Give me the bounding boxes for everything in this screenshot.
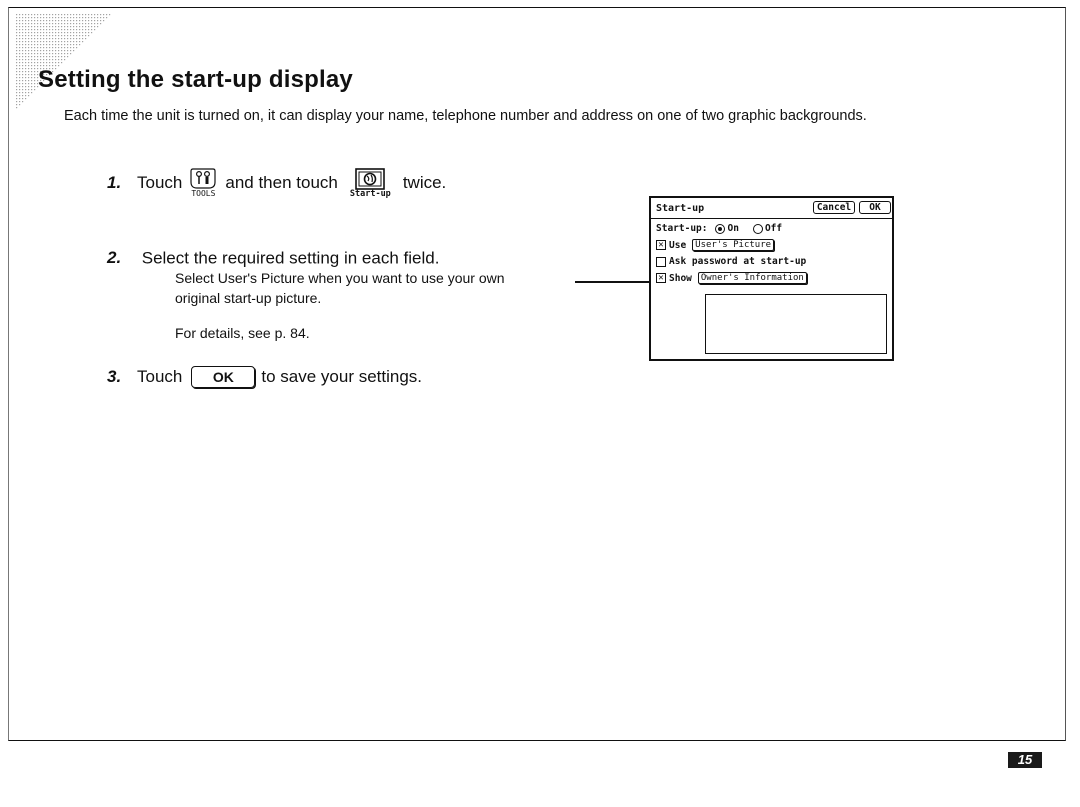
step-2-note: Select User's Picture when you want to use your own <box>175 270 505 286</box>
step-text: Select the required setting in each field. <box>141 248 440 268</box>
owner-info-area[interactable] <box>705 294 887 354</box>
use-row <box>656 239 774 251</box>
show-row <box>656 272 807 284</box>
use-picture-select[interactable]: User's Picture <box>692 239 774 251</box>
off-label: Off <box>764 223 783 234</box>
intro-text: Each time the unit is turned on, it can display your name, telephone number and address on one of two graphic backgrounds. <box>64 108 867 124</box>
corner-decoration <box>16 14 112 110</box>
show-info-select[interactable]: Owner's Information <box>698 272 807 284</box>
page-title: Setting the start-up display <box>38 66 353 93</box>
dialog-header <box>651 198 892 219</box>
step-number: 3. <box>107 367 122 386</box>
step-3 <box>107 366 422 388</box>
dialog-ok-button[interactable]: OK <box>859 201 891 214</box>
dialog-title: Start-up <box>656 203 705 214</box>
tools-icon[interactable] <box>190 168 216 198</box>
step-text: to save your settings. <box>261 367 423 386</box>
step-1 <box>107 168 446 198</box>
show-label: Show <box>669 272 692 284</box>
step-text: Touch <box>137 367 183 386</box>
use-checkbox[interactable]: ✕ <box>656 240 666 250</box>
off-radio[interactable] <box>753 224 763 234</box>
ok-button[interactable]: OK <box>191 366 255 388</box>
on-radio[interactable] <box>715 224 725 234</box>
step-number: 2. <box>107 248 122 267</box>
ask-password-label: Ask password at start-up <box>669 256 807 267</box>
tools-icon-label: TOOLS <box>191 189 216 198</box>
show-checkbox[interactable]: ✕ <box>656 273 666 283</box>
cancel-button[interactable]: Cancel <box>813 201 855 214</box>
step-text: Touch <box>137 173 183 192</box>
callout-line <box>575 281 650 283</box>
startup-label: Start-up: <box>656 223 708 234</box>
step-2-reference: For details, see p. 84. <box>175 325 310 341</box>
startup-icon-label: Start-up <box>349 189 391 199</box>
on-label: On <box>727 223 739 234</box>
page-number: 15 <box>1008 752 1042 768</box>
step-2-note: original start-up picture. <box>175 290 322 306</box>
use-label: Use <box>669 239 687 251</box>
startup-dialog <box>649 196 894 361</box>
step-text: twice. <box>402 173 447 192</box>
ask-password-row <box>656 256 806 267</box>
startup-icon[interactable] <box>350 168 391 198</box>
step-text: and then touch <box>225 173 338 192</box>
ask-password-checkbox[interactable] <box>656 257 666 267</box>
startup-row <box>656 223 782 234</box>
step-2 <box>107 248 439 269</box>
step-number: 1. <box>107 173 122 192</box>
